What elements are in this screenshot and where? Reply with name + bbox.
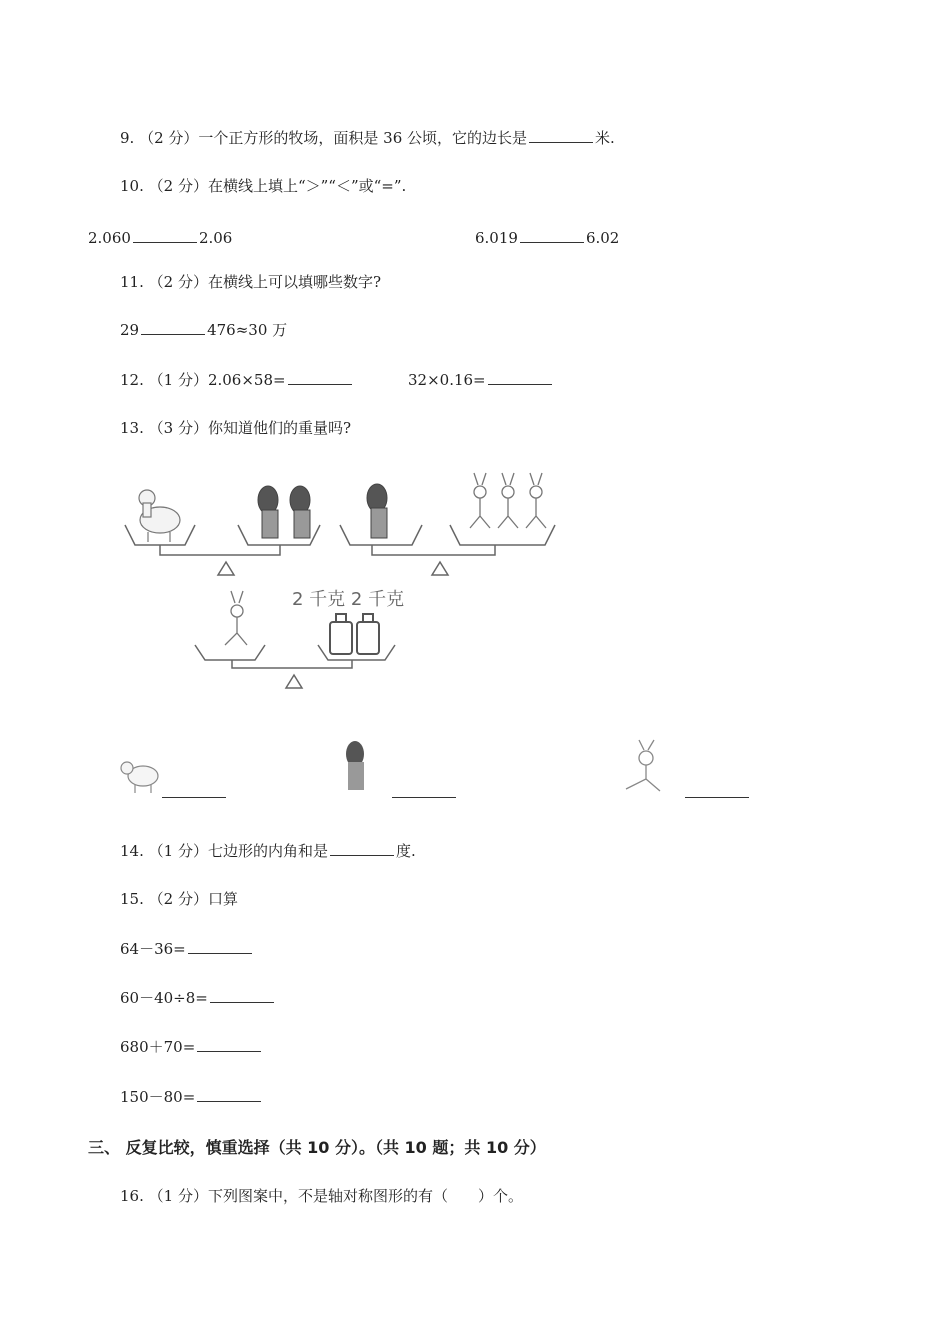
answer-blank-dog[interactable]: [392, 783, 456, 798]
answer-blank[interactable]: [197, 1037, 261, 1052]
question-16: [120, 1186, 523, 1206]
question-10: [120, 176, 406, 196]
dog-icon: [258, 486, 310, 538]
rabbit-icon: [470, 473, 546, 528]
answer-blank-rabbit[interactable]: [685, 783, 749, 798]
expression: 64－36=: [120, 940, 186, 958]
mental-math-item: [120, 1087, 263, 1107]
question-number: 13.: [120, 419, 144, 437]
balance-scales-figure: [0, 470, 950, 730]
expression: 150－80=: [120, 1088, 196, 1106]
question-12: [120, 370, 354, 390]
rabbit-icon: [614, 738, 674, 798]
question-score: （1 分）: [148, 1187, 208, 1205]
answer-blank[interactable]: [520, 228, 584, 243]
answer-blank[interactable]: [330, 841, 394, 856]
question-9: [120, 128, 615, 148]
dog-icon: [338, 738, 378, 793]
question-text: 下列图案中，不是轴对称图形的有（ ）个。: [207, 1187, 523, 1205]
question-score: （3 分）: [148, 419, 208, 437]
mental-math-item: [120, 1037, 263, 1057]
question-text: 一个正方形的牧场，面积是 36 公顷，它的边长是: [198, 129, 528, 147]
compare-b: [475, 228, 619, 248]
approx-expression: [120, 320, 287, 340]
question-score: （2 分）: [148, 177, 208, 195]
question-score: （1 分）: [148, 842, 208, 860]
question-number: 12.: [120, 371, 144, 389]
question-11: [120, 272, 381, 292]
approx-right: 476≈30 万: [207, 321, 288, 339]
mental-math-item: [120, 988, 276, 1008]
question-13: [120, 418, 351, 438]
answer-blank[interactable]: [529, 128, 593, 143]
question-number: 14.: [120, 842, 144, 860]
question-number: 9.: [120, 129, 135, 147]
question-12-b: [408, 370, 554, 390]
question-text: 七边形的内角和是: [207, 842, 328, 860]
weights-label: 2 千克 2 千克: [292, 589, 405, 610]
approx-left: 29: [120, 321, 140, 339]
scale-3: [195, 645, 395, 688]
answer-blank[interactable]: [210, 988, 274, 1003]
sheep-icon: [139, 490, 180, 542]
compare-right-value: 6.02: [585, 229, 620, 247]
dog-icon: [367, 484, 387, 538]
answer-blank[interactable]: [197, 1087, 261, 1102]
answer-blank[interactable]: [188, 939, 252, 954]
question-score: （2 分）: [139, 129, 199, 147]
answer-blank[interactable]: [488, 370, 552, 385]
expression: 60－40÷8=: [120, 989, 208, 1007]
question-number: 10.: [120, 177, 144, 195]
question-number: 16.: [120, 1187, 144, 1205]
compare-left-value: 6.019: [475, 229, 518, 247]
question-number: 15.: [120, 890, 144, 908]
question-score: （1 分）: [148, 371, 208, 389]
expression-a: 2.06×58=: [207, 371, 286, 389]
rabbit-icon: [225, 591, 247, 645]
question-text: 在横线上可以填哪些数字?: [207, 273, 381, 291]
expression: 680＋70=: [120, 1038, 196, 1056]
compare-a: [88, 228, 232, 248]
answer-blank[interactable]: [141, 320, 205, 335]
answer-blank[interactable]: [288, 370, 352, 385]
question-text: 在横线上填上“＞”“＜”或“=”.: [207, 177, 407, 195]
question-text: 口算: [207, 890, 238, 908]
mental-math-item: [120, 939, 254, 959]
question-score: （2 分）: [148, 273, 208, 291]
expression-b: 32×0.16=: [408, 371, 486, 389]
question-number: 11.: [120, 273, 144, 291]
question-15: [120, 889, 238, 909]
answer-blank[interactable]: [133, 228, 197, 243]
question-tail: 米.: [595, 129, 615, 147]
answer-blank-sheep[interactable]: [162, 783, 226, 798]
sheep-icon: [115, 748, 165, 798]
question-score: （2 分）: [148, 890, 208, 908]
question-tail: 度.: [395, 842, 416, 860]
question-text: 你知道他们的重量吗?: [207, 419, 351, 437]
compare-left-value: 2.060: [88, 229, 131, 247]
section-heading: 三、 反复比较，慎重选择（共 10 分）。（共 10 题；共 10 分）: [88, 1138, 546, 1157]
compare-right-value: 2.06: [198, 229, 233, 247]
question-14: [120, 841, 416, 861]
weight-icon: [330, 614, 379, 654]
